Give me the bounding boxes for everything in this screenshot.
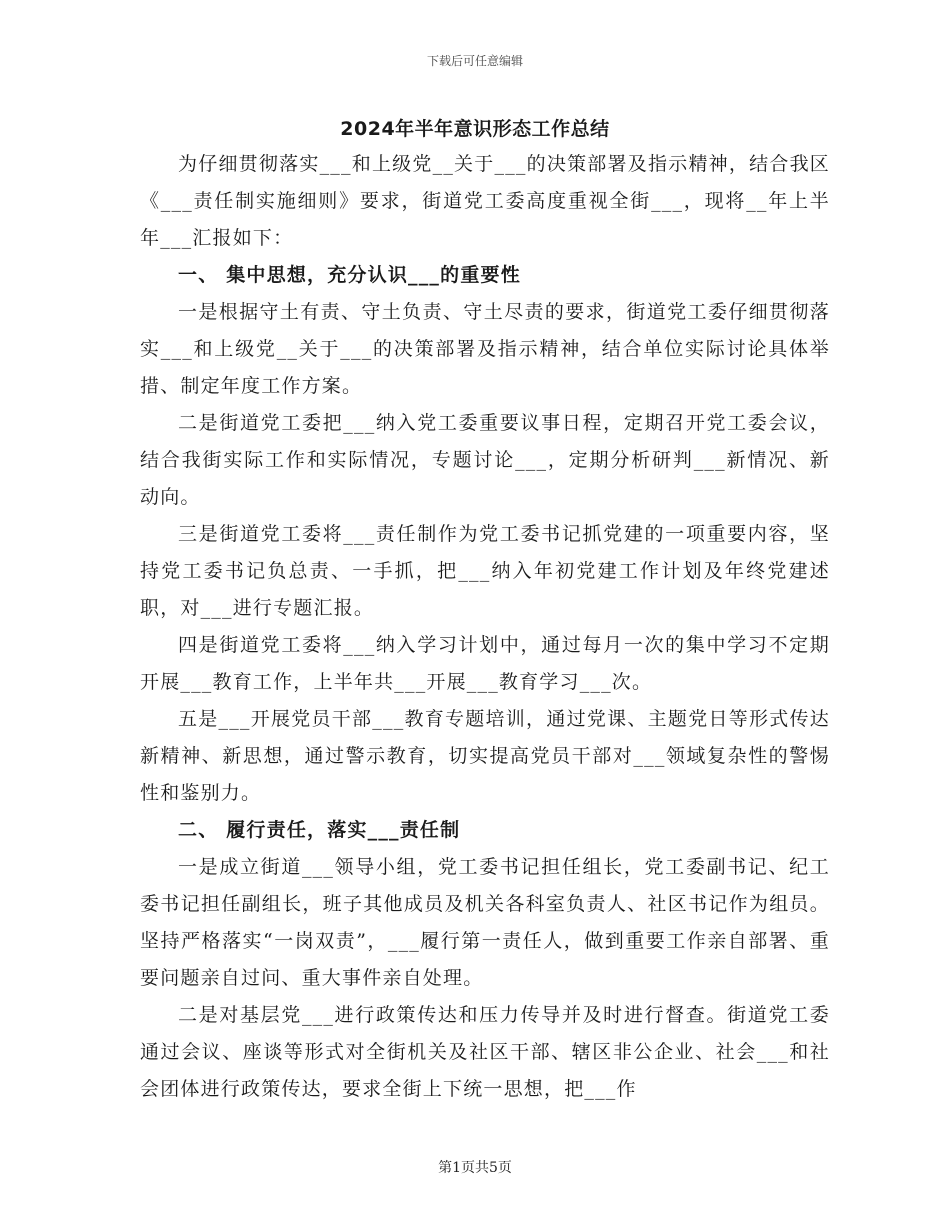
section1-paragraph-3: 三是街道党工委将___责任制作为党工委书记抓党建的一项重要内容，坚持党工委书记负总责、一手抓，把___纳入年初党建工作计划及年终党建述职，对___进行专题汇报。 — [140, 523, 830, 619]
section-heading-1: 一、 集中思想，充分认识___的重要性 — [178, 264, 521, 286]
document-title: 2024年半年意识形态工作总结 — [340, 118, 610, 140]
section1-paragraph-2: 二是街道党工委把___纳入党工委重要议事日程，定期召开党工委会议，结合我街实际工作和实际情况，专题讨论___，定期分析研判___新情况、新动向。 — [140, 412, 830, 508]
intro-paragraph: 为仔细贯彻落实___和上级党__关于___的决策部署及指示精神，结合我区《___责任制实施细则》要求，街道党工委高度重视全街___，现将__年上半年___汇报如下： — [140, 153, 830, 249]
section1-paragraph-1: 一是根据守土有责、守土负责、守土尽责的要求，街道党工委仔细贯彻落实___和上级党__关于___的决策部署及指示精神，结合单位实际讨论具体举措、制定年度工作方案。 — [140, 301, 830, 397]
section-heading-2: 二、 履行责任，落实___责任制 — [178, 819, 461, 841]
section2-paragraph-2: 二是对基层党___进行政策传达和压力传导并及时进行督查。街道党工委通过会议、座谈等形式对全街机关及社区干部、辖区非公企业、社会___和社会团体进行政策传达，要求全街上下统一思想，把___作 — [140, 1004, 830, 1100]
page-number: 第1页共5页 — [438, 1160, 512, 1176]
header-note: 下载后可任意编辑 — [426, 54, 523, 68]
section1-paragraph-4: 四是街道党工委将___纳入学习计划中，通过每月一次的集中学习不定期开展___教育工作，上半年共___开展___教育学习___次。 — [140, 634, 830, 693]
document-body — [140, 146, 830, 1108]
section1-paragraph-5: 五是___开展党员干部___教育专题培训，通过党课、主题党日等形式传达新精神、新思想，通过警示教育，切实提高党员干部对___领域复杂性的警惕性和鉴别力。 — [140, 708, 830, 804]
section2-paragraph-1: 一是成立街道___领导小组，党工委书记担任组长，党工委副书记、纪工委书记担任副组长，班子其他成员及机关各科室负责人、社区书记作为组员。坚持严格落实“一岗双责”，___履行第一责任人，做到重要工作亲自部署、重要问题亲自过问、重大事件亲自处理。 — [140, 856, 830, 989]
